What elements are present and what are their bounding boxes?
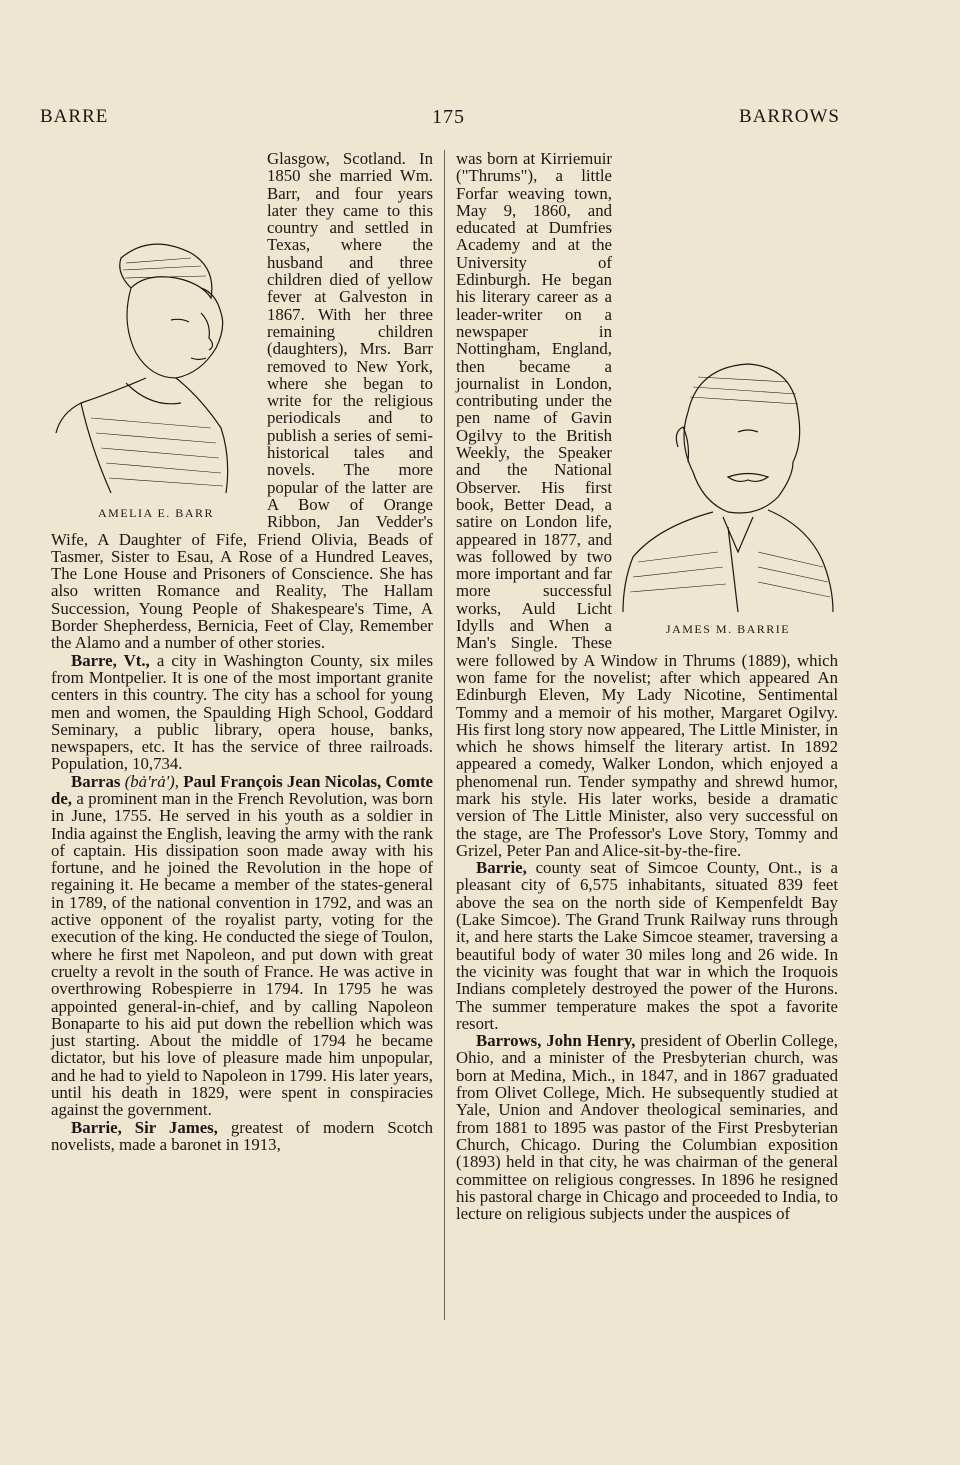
barrows-headword: Barrows, John Henry, [476,1031,636,1051]
barrie-ont-article [456,859,838,1032]
barras-text: a prominent man in the French Revolution, was born in June, 1755. He served in his youth as a soldier in India against the English, leaving the army with the rank of captain. His dissipation soon made away with his fortune, and he joined the Revolution in the hope of regaining it. He became a member of the states-general in 1789, of the national convention in 1792, and was an active opponent of the royalist party, voting for the execution of the king. He conducted the siege of Toulon, where he first met Napoleon, and put down with great cruelty a revolt in the south of France. He was active in overthrowing Robespierre in 1794. In 1795 he was appointed general-in-chief, and by calling Napoleon Bonaparte to his aid put down the rebellion which was just starting. About the middle of 1794 he became dictator, but his love of pleasure made him unpopular, and he had to yield to Napoleon in 1799. His later years, until his death in 1829, were spent in conspiracies against the government. [51,788,433,1120]
barras-headword-full: Paul François Jean Nicolas, Comte de, [51,771,433,808]
barre-vt-text: a city in Washington County, six miles from Montpelier. It is one of the most important granite centers in this country. The city has a school for young men and women, the Spaulding High School, Goddard Seminary, a public library, opera house, banks, newspapers, etc. It has the service of three railroads. Population, 10,734. [51,650,434,774]
barras-article [51,773,433,1119]
barr-article-continuation: Glasgow, Scotland. In 1850 she married Wm. Barr, and four years later they came to this country and settled in Texas, where the husband and three children died of yellow fever at Galveston in 1867. With her three remaining children (daughters), Mrs. Barr removed to New York, where she began to write for the religious periodicals and to publish a series of semi-historical tales and novels. The more popular of the latter are A Bow of Orange Ribbon, Jan Vedder's Wife, A Daughter of Fife, Friend Olivia, Beads of Tasmer, Sister to Esau, A Rose of a Hundred Leaves, The Lone House and Prisoners of Conscience. She has also written Romance and Reality, The Hallam Succession, Young People of Shakespeare's Time, A Border Shepherdess, Bernicia, Feet of Clay, Remember the Alamo and a number of other stories. [51,149,433,653]
barras-pronunciation: (bȧ'rȧ'), [124,771,179,791]
left-column [51,150,433,1153]
running-head-right: BARROWS [739,106,840,127]
running-head-left: BARRE [40,106,109,127]
barre-vt-article [51,652,433,773]
james-barrie-portrait [618,352,838,639]
barrows-text: president of Oberlin College, Ohio, and a minister of the Presbyterian church, was born at Medina, Mich., in 1847, and in 1867 graduated from Olivet College, Mich. He subsequently studied at Yale, Union and Andover theological seminaries, and from 1881 to 1895 was pastor of the First Presbyterian Church, Chicago. During the Columbian exposition (1893) held in that city, he was chairman of the general committee on religious congresses. In 1896 he resigned his pastoral charge in Chicago and proceeded to India, to lecture on religious subjects under the auspices of [456,1031,838,1224]
barras-headword: Barras [71,771,121,791]
page-number: 175 [432,106,465,128]
barrie-ont-text: county seat of Simcoe County, Ont., is a pleasant city of 6,575 inhabitants, situated 839 feet above the sea on the north side of Kempenfeldt Bay (Lake Simcoe). The Grand Trunk Railway runs through it, and here starts the Lake Simcoe steamer, traversing a beautiful body of water 30 miles long and 26 wide. In the vicinity was fought that war in which the Iroquois Indians completely destroyed the power of the Hurons. The summer temperature makes the spot a favorite resort. [456,858,839,1033]
james-barrie-caption: JAMES M. BARRIE [665,622,791,637]
barre-vt-headword: Barre, Vt., [71,650,150,670]
barrie-headword: Barrie, Sir James, [71,1117,218,1137]
barrie-article-start [51,1119,433,1154]
column-divider [444,150,445,1320]
amelia-barr-caption: AMELIA E. BARR [97,506,214,521]
amelia-barr-portrait [51,228,261,523]
amelia-barr-illustration [51,228,261,498]
barrows-article [456,1032,838,1222]
barrie-text-start: greatest of modern Scotch novelists, made a baronet in 1913, [51,1117,433,1154]
barrie-ont-headword: Barrie, [476,858,527,878]
right-column [456,150,838,1222]
james-barrie-illustration [618,352,838,614]
barrie-article-continuation: was born at Kirriemuir ("Thrums"), a little Forfar weaving town, May 9, 1860, and educated at Dumfries Academy and at the University of Edinburgh. He began his literary career as a leader-writer on a newspaper in Nottingham, England, then became a journalist in London, contributing under the pen name of Gavin Ogilvy to the British Weekly, the Speaker and the National Observer. His first book, Better Dead, a satire on London life, appeared in 1877, and was followed by two more important and far more successful works, Auld Licht Idylls and When a Man's Single. These were followed by A Window in Thrums (1889), which won fame for the novelist; after which appeared An Edinburgh Eleven, My Lady Nicotine, Sentimental Tommy and a memoir of his mother, Margaret Ogilvy. His first long story now appeared, The Little Minister, in which he shows himself the literary artist. In 1892 appeared a comedy, Walker London, which enjoyed a phenomenal run. Tender sympathy and shrewd humor, mark his style. His later works, beside a dramatic version of The Little Minister, also very successful on the stage, are The Professor's Love Story, Tommy and Grizel, Peter Pan and Alice-sit-by-the-fire. [456,149,838,860]
